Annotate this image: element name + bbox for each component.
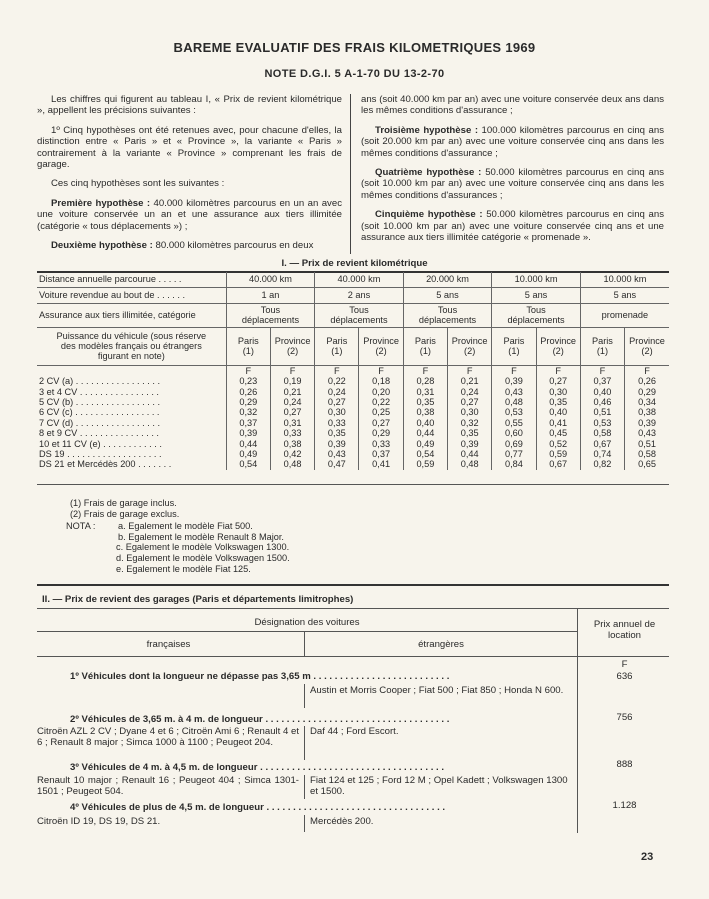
value-cell: 0,77 — [492, 449, 536, 459]
hypothesis-4: Quatrième hypothèse : 50.000 kilomètres parcourus en cinq ans (soit 10.000 km par an) avec une voiture conservée cinq ans dans les mêmes conditions d'assurances ; — [361, 167, 664, 201]
value-cell: 0,20 — [359, 386, 403, 396]
row-label: 3 et 4 CV . . . . . . . . . . . . . . . . — [37, 386, 226, 396]
value-cell: 0,67 — [536, 459, 580, 469]
subheader-cell: Paris (1) — [315, 327, 359, 365]
group-divider — [304, 726, 305, 760]
row-label: 7 CV (d) . . . . . . . . . . . . . . . . . — [37, 418, 226, 428]
table-row — [37, 459, 669, 469]
group-etrangeres: Daf 44 ; Ford Escort. — [310, 726, 399, 737]
intro-paragraph-2: 1º Cinq hypothèses ont été retenues avec, pour chacune d'elles, la distinction entre « Paris » et « Province », la variante « Paris » contrairement à la variante « Province » comprenant les frais de garage. — [37, 124, 342, 171]
group-price: 636 — [616, 671, 633, 682]
assurance-cell: Tous déplacements — [315, 303, 404, 327]
value-cell: 0,31 — [403, 386, 447, 396]
value-cell: 0,35 — [315, 428, 359, 438]
row-label-distance: Distance annuelle parcourue . . . . . — [37, 272, 226, 287]
group-divider — [304, 684, 305, 708]
distance-cell: 10.000 km — [580, 272, 669, 287]
column-divider — [350, 94, 351, 254]
value-cell: 0,35 — [403, 397, 447, 407]
distance-cell: 20.000 km — [403, 272, 492, 287]
value-cell: 0,34 — [638, 396, 656, 407]
value-cell: 0,58 — [638, 448, 656, 459]
value-cell: 0,65 — [638, 459, 656, 470]
hypothesis-2: Deuxième hypothèse : 80.000 kilomètres parcourus en deux — [51, 240, 314, 252]
value-cell: 0,38 — [638, 407, 656, 418]
footnotes — [66, 498, 290, 574]
price-header: Prix annuel de location — [593, 619, 656, 641]
group-etrangeres: Fiat 124 et 125 ; Ford 12 M ; Opel Kadett ; Volkswagen 1300 et 1500. — [310, 775, 568, 798]
value-cell: 0,44 — [448, 449, 492, 459]
assurance-cell: Tous déplacements — [403, 303, 492, 327]
cost-per-km-table — [37, 272, 669, 470]
value-cell: 0,58 — [580, 428, 624, 438]
designation-header: Désignation des voitures — [254, 617, 360, 628]
group-francaises: Citroën ID 19, DS 19, DS 21. — [37, 816, 161, 827]
value-cell: 0,35 — [448, 428, 492, 438]
assurance-cell: Tous déplacements — [492, 303, 581, 327]
value-cell: 0,21 — [448, 376, 492, 386]
value-cell: 0,43 — [492, 386, 536, 396]
value-cell: 0,84 — [492, 459, 536, 469]
subheader-cell: Paris (1) — [403, 327, 447, 365]
value-cell: 0,31 — [270, 418, 314, 428]
value-cell: 0,48 — [270, 459, 314, 469]
intro-left-column — [37, 94, 342, 259]
value-cell: 0,18 — [359, 376, 403, 386]
row-label: 6 CV (c) . . . . . . . . . . . . . . . . . — [37, 407, 226, 417]
value-cell: 0,30 — [448, 407, 492, 417]
table2-heading: II. — Prix de revient des garages (Paris et départements limitrophes) — [42, 594, 354, 605]
value-cell: 0,29 — [226, 397, 270, 407]
row-label-revendue: Voiture revendue au bout de . . . . . . — [37, 287, 226, 303]
row-label: 8 et 9 CV . . . . . . . . . . . . . . . . — [37, 428, 226, 438]
value-cell: 0,38 — [403, 407, 447, 417]
value-cell: 0,69 — [492, 438, 536, 448]
subheader-cell: Province (2) — [270, 327, 314, 365]
value-cell: 0,46 — [580, 397, 624, 407]
value-cell: 0,30 — [315, 407, 359, 417]
nota-block — [66, 521, 290, 574]
value-cell: 0,39 — [448, 438, 492, 448]
table2-top-rule — [37, 584, 669, 586]
nota-item: a. Egalement le modèle Fiat 500. — [118, 521, 253, 532]
value-cell: 0,59 — [536, 449, 580, 459]
table-row — [37, 407, 669, 417]
value-cell: 0,26 — [638, 376, 656, 387]
value-cell: 0,23 — [226, 376, 270, 386]
value-cell: 0,40 — [536, 407, 580, 417]
group-title: 3º Véhicules de 4 m. à 4,5 m. de longueur . . . . . . . . . . . . . . . . . . . . . . . . . . . . . . . . . . . — [70, 762, 445, 773]
row-label: DS 19 . . . . . . . . . . . . . . . . . . . — [37, 449, 226, 459]
group-title: 1º Véhicules dont la longueur ne dépasse pas 3,65 m . . . . . . . . . . . . . . . . . . . . . . . . . . — [70, 671, 450, 682]
row-label: 2 CV (a) . . . . . . . . . . . . . . . . . — [37, 376, 226, 386]
value-cell: 0,53 — [580, 418, 624, 428]
value-cell: 0,54 — [226, 459, 270, 469]
value-cell: 0,54 — [403, 449, 447, 459]
value-cell: 0,49 — [403, 438, 447, 448]
value-cell: 0,40 — [403, 418, 447, 428]
price-column-divider — [577, 608, 578, 833]
value-cell: 0,41 — [536, 418, 580, 428]
row-label: 5 CV (b) . . . . . . . . . . . . . . . . . — [37, 397, 226, 407]
row-label: 10 et 11 CV (e) . . . . . . . . . . . . — [37, 438, 226, 448]
subheader-cell: Province (2) — [448, 327, 492, 365]
value-cell: 0,38 — [270, 438, 314, 448]
hypothesis-1: Première hypothèse : 40.000 kilomètres parcourus en un an avec une voiture conservée un an et une assurance aux tiers illimitée (catégorie « tous déplacements ») ; — [37, 197, 342, 232]
value-cell: 0,33 — [315, 418, 359, 428]
group-francaises: Renault 10 major ; Renault 16 ; Peugeot 404 ; Simca 1301-1501 ; Peugeot 504. — [37, 775, 299, 798]
value-cell: 0,37 — [226, 418, 270, 428]
table-row — [37, 386, 669, 396]
intro-right-column — [361, 94, 664, 251]
value-cell: 0,44 — [226, 438, 270, 448]
nota-item: b. Egalement le modèle Renault 8 Major. — [118, 531, 284, 542]
value-cell: 0,27 — [536, 376, 580, 386]
group-price: 756 — [616, 712, 633, 723]
group-etrangeres: Mercédès 200. — [310, 816, 374, 827]
intro-paragraph-1: Les chiffres qui figurent au tableau I, « Prix de revient kilométrique », appellent les précisions suivantes : — [37, 94, 342, 117]
value-cell: 0,39 — [492, 376, 536, 386]
value-cell: 0,30 — [536, 386, 580, 396]
header-col-divider — [304, 632, 305, 656]
value-cell: 0,51 — [580, 407, 624, 417]
row-label-assurance: Assurance aux tiers illimitée, catégorie — [37, 303, 226, 327]
value-cell: 0,47 — [315, 459, 359, 469]
value-cell: 0,43 — [638, 428, 656, 439]
distance-cell: 40.000 km — [315, 272, 404, 287]
group-price: 1.128 — [612, 800, 637, 811]
unit-row: F F F F F F F F F F — [37, 365, 669, 376]
value-cell: 0,40 — [580, 386, 624, 396]
hypothesis-3: Troisième hypothèse : 100.000 kilomètres parcourus en cinq ans (soit 20.000 km par an) avec une voiture conservée cinq ans dans les mêmes conditions d'assurance ; — [361, 124, 664, 159]
value-cell: 0,24 — [448, 386, 492, 396]
table-row — [37, 428, 669, 438]
table1-heading: I. — Prix de revient kilométrique — [281, 258, 428, 269]
value-cell: 0,33 — [270, 428, 314, 438]
value-cell: 0,26 — [226, 386, 270, 396]
designation-rule — [37, 631, 577, 632]
row-label: DS 21 et Mercédès 200 . . . . . . . — [37, 459, 226, 469]
subheader-cell: Province (2) — [625, 327, 669, 365]
value-cell: 0,25 — [359, 407, 403, 417]
value-cell: 0,35 — [536, 397, 580, 407]
value-cell: 0,55 — [492, 418, 536, 428]
value-cell: 0,27 — [448, 397, 492, 407]
assurance-cell: promenade — [580, 303, 669, 327]
value-cell: 0,29 — [359, 428, 403, 438]
value-cell: 0,27 — [315, 397, 359, 407]
footnote-2: (2) Frais de garage exclus. — [70, 508, 180, 519]
value-cell: 0,37 — [359, 449, 403, 459]
value-cell: 0,52 — [536, 438, 580, 448]
value-cell: 0,67 — [580, 438, 624, 448]
table-row — [37, 449, 669, 459]
distance-cell: 40.000 km — [226, 272, 315, 287]
group-divider — [304, 815, 305, 832]
duration-cell: 2 ans — [315, 287, 404, 303]
duration-cell: 5 ans — [403, 287, 492, 303]
group-title: 2º Véhicules de 3,65 m. à 4 m. de longueur . . . . . . . . . . . . . . . . . . . . . . . . . . . . . . . . . . . — [70, 714, 450, 725]
value-cell: 0,32 — [226, 407, 270, 417]
value-cell: 0,33 — [359, 438, 403, 448]
value-cell: 0,22 — [315, 376, 359, 386]
table1-bottom-rule — [37, 484, 669, 485]
hypothesis-5: Cinquième hypothèse : 50.000 kilomètres parcourus en cinq ans (soit 10.000 km par an) avec une voiture conservée cinq ans et une assurance aux tiers illimitée catégorie « promenade ». — [361, 209, 664, 244]
row-label-puissance: Puissance du véhicule (sous réserve des modèles français ou étrangers figurant en note) — [37, 327, 226, 365]
group-title: 4º Véhicules de plus de 4,5 m. de longueur . . . . . . . . . . . . . . . . . . . . . . . . . . . . . . . . . . — [70, 802, 446, 813]
value-cell: 0,43 — [315, 449, 359, 459]
price-unit: F — [621, 659, 628, 670]
group-divider — [304, 775, 305, 799]
value-cell: 0,82 — [580, 459, 624, 469]
nota-item: c. Egalement le modèle Volkswagen 1300. — [116, 542, 290, 553]
value-cell: 0,24 — [315, 386, 359, 396]
value-cell: 0,49 — [226, 449, 270, 459]
group-etrangeres: Austin et Morris Cooper ; Fiat 500 ; Fiat 850 ; Honda N 600. — [310, 685, 564, 696]
subheader-cell: Province (2) — [536, 327, 580, 365]
assurance-cell: Tous déplacements — [226, 303, 315, 327]
value-cell: 0,42 — [270, 449, 314, 459]
nota-item: e. Egalement le modèle Fiat 125. — [116, 563, 251, 574]
footnote-1: (1) Frais de garage inclus. — [70, 498, 177, 508]
value-cell: 0,45 — [536, 428, 580, 438]
hypothesis-2-continued: ans (soit 40.000 km par an) avec une voiture conservée deux ans dans les mêmes conditions d'assurance ; — [361, 94, 664, 117]
value-cell: 0,24 — [270, 397, 314, 407]
subheader-cell: Paris (1) — [580, 327, 624, 365]
value-cell: 0,60 — [492, 428, 536, 438]
value-cell: 0,39 — [315, 438, 359, 448]
value-cell: 0,21 — [270, 386, 314, 396]
value-cell: 0,39 — [638, 417, 656, 428]
value-cell: 0,22 — [359, 397, 403, 407]
value-cell: 0,19 — [270, 376, 314, 386]
value-cell: 0,41 — [359, 459, 403, 469]
table-row — [37, 376, 669, 386]
note-reference: NOTE D.G.I. 5 A-1-70 DU 13-2-70 — [264, 68, 445, 80]
value-cell: 0,53 — [492, 407, 536, 417]
subheader-cell: Paris (1) — [492, 327, 536, 365]
nota-item: d. Egalement le modèle Volkswagen 1500. — [116, 552, 290, 563]
value-cell: 0,27 — [359, 418, 403, 428]
value-cell: 0,27 — [270, 407, 314, 417]
value-cell: 0,28 — [403, 376, 447, 386]
group-price: 888 — [616, 759, 633, 770]
nota-label: NOTA : — [66, 521, 96, 532]
value-cell: 0,29 — [638, 386, 656, 397]
table2-subheader-rule — [37, 656, 669, 657]
etrangeres-header: étrangères — [418, 639, 464, 650]
table2-header-rule — [37, 608, 669, 609]
subheader-cell: Province (2) — [359, 327, 403, 365]
value-cell: 0,48 — [492, 397, 536, 407]
duration-cell: 5 ans — [580, 287, 669, 303]
value-cell: 0,74 — [580, 449, 624, 459]
value-cell: 0,37 — [580, 376, 624, 386]
table-row — [37, 397, 669, 407]
page-number: 23 — [641, 851, 654, 863]
table-row — [37, 418, 669, 428]
duration-cell: 1 an — [226, 287, 315, 303]
distance-cell: 10.000 km — [492, 272, 581, 287]
value-cell: 0,44 — [403, 428, 447, 438]
value-cell: 0,32 — [448, 418, 492, 428]
value-cell: 0,59 — [403, 459, 447, 469]
intro-paragraph-3: Ces cinq hypothèses sont les suivantes : — [51, 178, 225, 190]
value-cell: 0,39 — [226, 428, 270, 438]
subheader-cell: Paris (1) — [226, 327, 270, 365]
francaises-header: françaises — [146, 639, 191, 650]
value-cell: 0,48 — [448, 459, 492, 469]
group-francaises: Citroën AZL 2 CV ; Dyane 4 et 6 ; Citroën Ami 6 ; Renault 4 et 6 ; Renault 8 major ; Simca 1000 à 1100 ; Peugeot 204. — [37, 726, 300, 749]
value-cell: 0,51 — [638, 438, 656, 449]
duration-cell: 5 ans — [492, 287, 581, 303]
table-row — [37, 438, 669, 448]
document-title: BAREME EVALUATIF DES FRAIS KILOMETRIQUES 1969 — [173, 40, 536, 55]
